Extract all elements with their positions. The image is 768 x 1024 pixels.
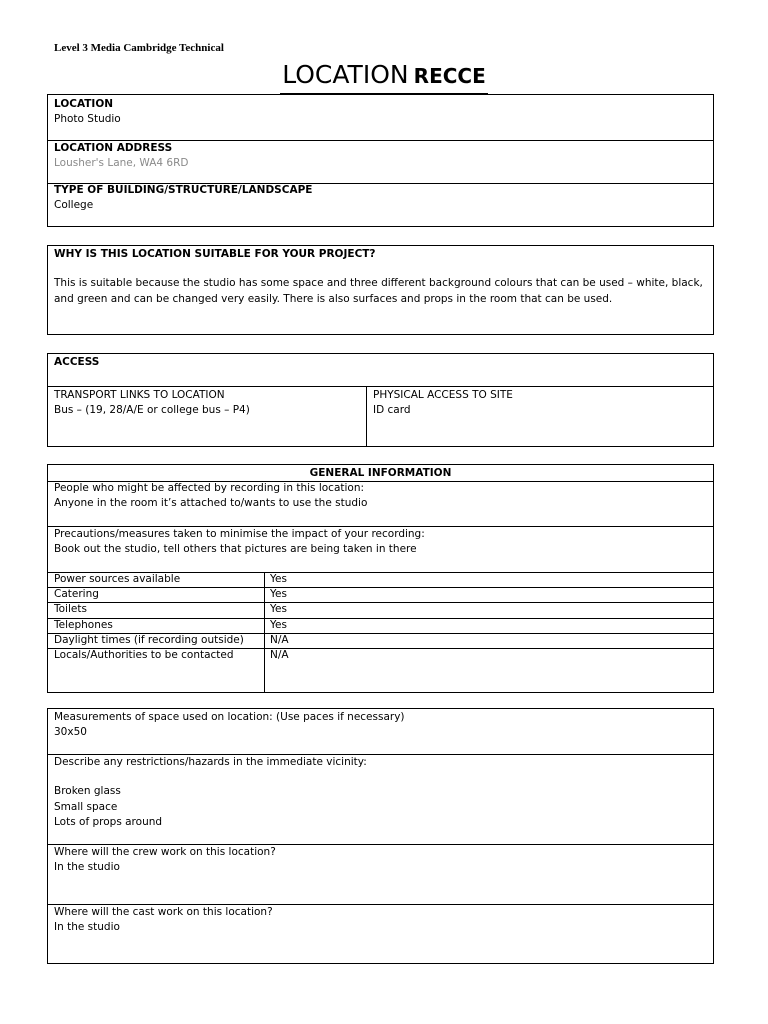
row-value-power: Yes [270,573,287,585]
cast-value: In the studio [54,921,120,934]
crew-label: Where will the crew work on this location? [54,846,276,858]
address-value: Lousher's Lane, WA4 6RD [54,157,189,170]
space-section [54,710,405,741]
location-details-box [47,94,714,227]
cast-label: Where will the cast work on this location? [54,906,273,918]
affected-label: People who might be affected by recording in this location: [54,482,365,494]
suitability-section [54,247,709,307]
row-label-toilets: Toilets [54,603,87,615]
title-recce: RECCE [413,64,486,88]
page-title [0,60,768,94]
location-section [54,97,121,128]
building-section [54,183,312,214]
transport-value: Bus – (19, 28/A/E or college bus – P4) [54,404,250,417]
row-value-authorities: N/A [270,649,289,661]
row-label-power: Power sources available [54,573,181,585]
physical-access-section [373,388,513,419]
precautions-label: Precautions/measures taken to minimise the impact of your recording: [54,528,425,540]
access-heading-section [54,355,99,370]
building-label: TYPE OF BUILDING/STRUCTURE/LANDSCAPE [54,184,313,196]
cast-section [54,905,273,936]
row-value-catering: Yes [270,588,287,600]
row-value-daylight: N/A [270,634,289,646]
measurements-box [47,708,714,964]
crew-value: In the studio [54,861,120,874]
row-value-telephones: Yes [270,619,287,631]
suitability-box [47,245,714,335]
crew-section [54,845,276,876]
suitability-answer-line-1: This is suitable because the studio has some space and three different background colours that can be used – white, black, [54,277,703,290]
physical-access-label: PHYSICAL ACCESS TO SITE [373,389,513,401]
row-label-telephones: Telephones [54,619,113,631]
hazards-section [54,755,367,830]
transport-section [54,388,250,419]
space-value: 30x50 [54,726,87,739]
access-box [47,353,714,447]
transport-label: TRANSPORT LINKS TO LOCATION [54,389,225,401]
hazard-item: Broken glass [54,785,121,798]
building-value: College [54,199,94,212]
location-label: LOCATION [54,98,114,110]
suitability-question: WHY IS THIS LOCATION SUITABLE FOR YOUR PROJECT? [54,248,376,260]
address-section [54,141,189,172]
hazard-item: Lots of props around [54,815,163,828]
precautions-section [54,527,425,558]
row-label-daylight: Daylight times (if recording outside) [54,634,244,646]
row-label-authorities: Locals/Authorities to be contacted [54,649,234,661]
course-header: Level 3 Media Cambridge Technical [54,42,224,54]
hazards-label: Describe any restrictions/hazards in the immediate vicinity: [54,756,367,768]
row-label-catering: Catering [54,588,99,600]
precautions-value: Book out the studio, tell others that pictures are being taken in there [54,543,417,556]
row-value-toilets: Yes [270,603,287,615]
access-heading: ACCESS [54,356,100,368]
affected-section [54,481,367,512]
title-location: LOCATION [282,60,409,89]
suitability-answer-line-2: and green and can be changed very easily. There is also surfaces and props in the room that can be used. [54,292,613,305]
general-info-heading: GENERAL INFORMATION [309,467,452,479]
general-info-box [47,464,714,693]
physical-access-value: ID card [373,404,411,417]
space-label: Measurements of space used on location: (Use paces if necessary) [54,711,405,723]
address-label: LOCATION ADDRESS [54,142,173,154]
affected-value: Anyone in the room it’s attached to/wants to use the studio [54,497,368,510]
hazard-item: Small space [54,800,118,813]
location-value: Photo Studio [54,113,121,126]
